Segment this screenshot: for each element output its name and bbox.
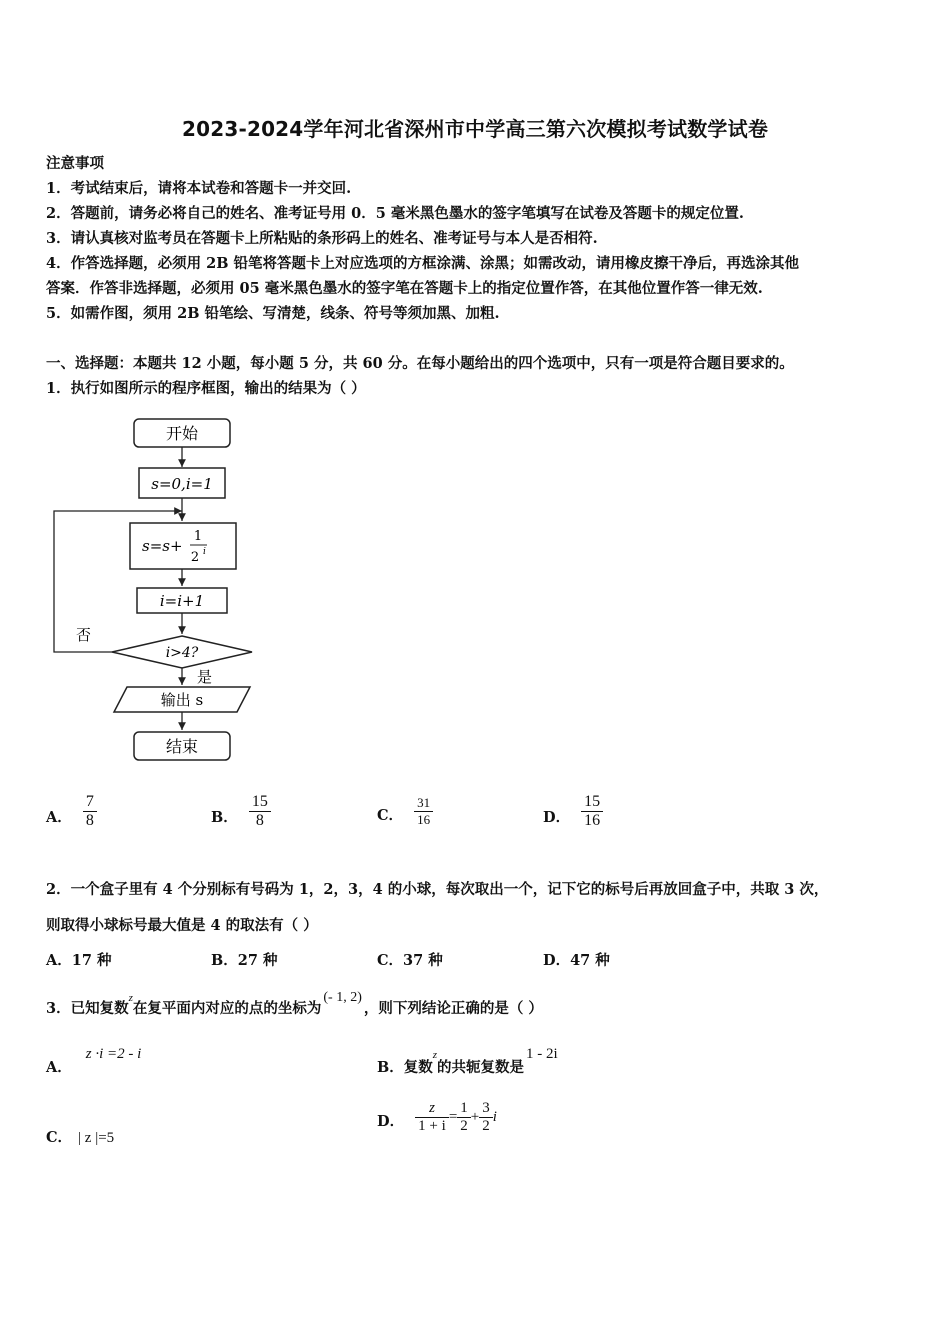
- q1-option-d-num: 15: [584, 793, 601, 810]
- q3-option-d-f1-num: z: [429, 1100, 435, 1116]
- q3-option-d-frac3: [479, 1100, 493, 1135]
- notice-item-2: 2．答题前，请务必将自己的姓名、准考证号用 0．5 毫米黑色墨水的签字笔填写在试卷及答题卡的规定位置.: [46, 205, 744, 222]
- q3-stem: [46, 985, 543, 1017]
- section-heading: 一、选择题：本题共 12 小题，每小题 5 分，共 60 分。在每小题给出的四个选项中，只有一项是符合题目要求的。: [46, 355, 794, 372]
- q3-option-c[interactable]: [46, 1126, 114, 1147]
- q2-stem-line1: 2．一个盒子里有 4 个分别标有号码为 1，2，3，4 的小球，每次取出一个，记下它的标号后再放回盒子中，共取 3 次，: [46, 881, 829, 898]
- q1-option-b-frac: [249, 793, 271, 830]
- q3-option-a-expr: z ·i =2 - i: [85, 1046, 142, 1062]
- q1-option-d-label: D．: [543, 809, 571, 826]
- q3-stem-z: z: [128, 992, 133, 1004]
- q3-option-c-expr: | z |=5: [78, 1130, 115, 1146]
- q3-option-d-f1-den: 1 + i: [415, 1117, 449, 1135]
- q3-option-d[interactable]: [377, 1100, 497, 1135]
- flow-decision-text: i>4?: [165, 645, 199, 661]
- notice-item-4: 4．作答选择题，必须用 2B 铅笔将答题卡上对应选项的方框涂满、涂黑；如需改动，请用橡皮擦干净后，再选涂其他: [46, 255, 800, 272]
- q1-option-b-label: B．: [211, 809, 238, 826]
- q3-option-a[interactable]: [46, 1042, 142, 1076]
- q2-stem-line2: 则取得小球标号最大值是 4 的取法有（ ）: [46, 917, 318, 934]
- flow-end-text: 结束: [165, 737, 199, 756]
- page-title: 2023-2024学年河北省深州市中学高三第六次模拟考试数学试卷: [181, 117, 769, 141]
- flow-output-text: 输出 s: [160, 691, 204, 709]
- q3-option-d-plus: +: [470, 1109, 480, 1125]
- q1-option-d-frac: [581, 793, 603, 830]
- q3-option-c-label: C．: [46, 1129, 73, 1146]
- q2-option-d-text: 47 种: [570, 952, 610, 969]
- q2-option-b-text: 27 种: [237, 952, 278, 969]
- q2-option-a[interactable]: [46, 949, 112, 970]
- q3-option-b-label: B．: [377, 1059, 404, 1076]
- q1-option-a-frac: [83, 793, 97, 830]
- notice-item-5: 5．如需作图，须用 2B 铅笔绘、写清楚，线条、符号等须加黑、加粗.: [46, 305, 500, 322]
- q3-option-d-eq: =: [448, 1109, 458, 1125]
- q1-option-a-den: 8: [83, 811, 97, 830]
- q1-option-a-num: 7: [85, 793, 94, 810]
- q1-option-c-label: C．: [377, 807, 404, 824]
- flowchart: [40, 408, 280, 778]
- flow-start-text: 开始: [165, 424, 199, 443]
- q1-option-b-den: 8: [249, 811, 271, 830]
- q3-stem-point: (- 1, 2): [323, 990, 362, 1005]
- flow-update-lhs: s=s+: [142, 537, 183, 555]
- q2-option-b[interactable]: [211, 949, 278, 970]
- q2-option-a-label: A．: [46, 952, 72, 969]
- q3-option-d-label: D．: [377, 1113, 405, 1130]
- q1-option-c-num: 31: [417, 795, 431, 810]
- q2-option-c[interactable]: [377, 949, 443, 970]
- q2-option-c-text: 37 种: [403, 952, 443, 969]
- q3-option-d-f2-den: 2: [457, 1117, 471, 1135]
- q3-option-b-text-b: 的共轭复数是: [437, 1059, 525, 1076]
- q3-option-d-frac1: [415, 1100, 449, 1135]
- flow-yes-label: 是: [197, 668, 213, 686]
- notice-item-4-cont: 答案．作答非选择题，必须用 05 毫米黑色墨水的签字笔在答题卡上的指定位置作答，在其他位置作答一律无效.: [46, 280, 763, 297]
- q3-stem-c: ，则下列结论正确的是（ ）: [363, 1000, 543, 1017]
- q3-option-d-f3-num: 3: [482, 1100, 490, 1116]
- q1-option-c-frac: [414, 795, 433, 828]
- q3-option-d-f2-num: 1: [460, 1100, 468, 1116]
- q3-stem-a: 3．已知复数: [46, 1000, 129, 1017]
- q2-option-b-label: B．: [211, 952, 238, 969]
- flow-init-text: s=0,i=1: [151, 475, 213, 493]
- notice-item-3: 3．请认真核对监考员在答题卡上所粘贴的条形码上的姓名、准考证号与本人是否相符.: [46, 230, 598, 247]
- q1-option-c-den: 16: [414, 811, 433, 828]
- q1-option-a[interactable]: [46, 793, 97, 830]
- q3-option-b[interactable]: [377, 1042, 558, 1076]
- q3-option-d-frac2: [457, 1100, 471, 1135]
- flow-update-num: 1: [193, 529, 203, 544]
- q3-option-d-f3-den: 2: [479, 1117, 493, 1135]
- q1-stem: 1．执行如图所示的程序框图，输出的结果为（ ）: [46, 380, 366, 397]
- flow-update-den-exp: i: [203, 547, 206, 557]
- q2-option-d-label: D．: [543, 952, 571, 969]
- q1-option-d[interactable]: [543, 793, 603, 830]
- q3-stem-b: 在复平面内对应的点的坐标为: [132, 1000, 322, 1017]
- notice-item-1: 1．考试结束后，请将本试卷和答题卡一并交回.: [46, 180, 352, 197]
- flow-update-den: 2: [190, 550, 200, 565]
- q3-option-b-expr: 1 - 2i: [526, 1046, 558, 1062]
- q2-option-d[interactable]: [543, 949, 610, 970]
- q3-option-a-label: A．: [46, 1059, 72, 1076]
- q2-option-c-label: C．: [377, 952, 404, 969]
- q3-option-b-z: z: [432, 1049, 438, 1061]
- q3-option-d-tail: i: [492, 1109, 497, 1125]
- flow-no-label: 否: [76, 626, 92, 644]
- q1-option-d-den: 16: [581, 811, 603, 830]
- q1-option-b-num: 15: [251, 793, 268, 810]
- q3-option-b-text-a: 复数: [403, 1059, 433, 1076]
- q1-option-b[interactable]: [211, 793, 271, 830]
- q2-option-a-text: 17 种: [71, 952, 112, 969]
- q1-option-c[interactable]: [377, 795, 433, 828]
- q1-option-a-label: A．: [46, 809, 72, 826]
- notice-heading: 注意事项: [46, 155, 104, 172]
- flow-incr-text: i=i+1: [159, 592, 205, 610]
